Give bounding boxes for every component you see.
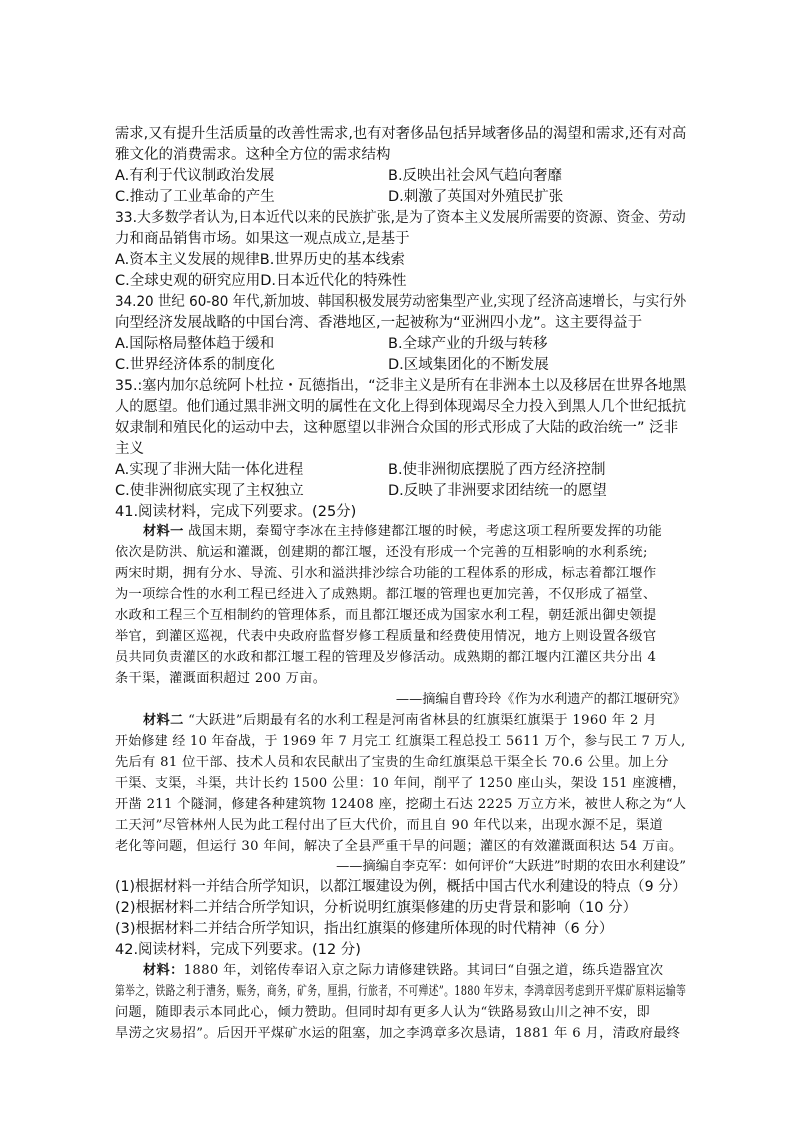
q41-material1-line: 员共同负责灌区的水政和都江堰工程的管理及岁修活动。成熟期的都江堰内江灌区共分出 4 <box>115 650 657 665</box>
q41-material1-line: 两宋时期，拥有分水、导流、引水和溢洪排沙综合功能的工程体系的形成，标志着都江堰作 <box>115 566 657 581</box>
q41-material1-line: 举官，到灌区巡视，代表中央政府监督岁修工程质量和经费使用情况，地方上则设置各级官 <box>115 629 657 644</box>
q35-stem-line: 主义 <box>115 441 144 457</box>
q32-text-line: 需求,又有提升生活质量的改善性需求,也有对奢侈品包括异域奢侈品的渴望和需求,还有对高 <box>115 126 687 142</box>
q41-material1-line: 水政和工程三个互相制约的管理体系，而且都江堰还成为国家水利工程，朝廷派出御史领提 <box>115 608 657 623</box>
q42-title: 42.阅读材料，完成下列要求。(12 分) <box>115 942 361 958</box>
q41-requirement-3: (3)根据材料二并结合所学知识，指出红旗渠的修建所体现的时代精神（6 分） <box>115 921 614 937</box>
q41-material1-label: 材料一 <box>143 524 184 539</box>
q42-material-label: 材料： <box>143 963 184 978</box>
q42-material-line: 旱涝之灾易招”。后因开平煤矿水运的阻塞，加之李鸿章多次恳请，1881 年 6 月，清政府最终 <box>115 1026 681 1041</box>
q34-option-c: C.世界经济体系的制度化 <box>115 357 275 373</box>
q41-material2-first-line <box>143 711 657 730</box>
q41-material2-source: ——摘编自李克军：如何评价“大跃进”时期的农田水利建设” <box>336 859 686 874</box>
q41-material2-line: 开凿 211 个隧洞，修建各种建筑物 12408 座，挖砌土石达 2225 万立方米，被世人称之为“人 <box>115 797 687 812</box>
q33-option-cd: C.全球史观的研究应用D.日本近代化的特殊性 <box>115 273 407 289</box>
q42-material-first-line <box>143 961 663 980</box>
q33-stem-line: 力和商品销售市场。如果这一观点成立,是基于 <box>115 231 410 247</box>
q41-material2-label: 材料二 <box>143 713 184 728</box>
q34-stem-line: 34.20 世纪 60-80 年代,新加坡、韩国积极发展劳动密集型产业,实现了经济高速增长，与实行外 <box>115 294 687 310</box>
q41-material1-first-line <box>143 522 662 541</box>
q41-material1-line: 条干渠，灌溉面积超过 200 万亩。 <box>115 671 327 686</box>
q41-material1-text: 战国末期，秦蜀守李冰在主持修建都江堰的时候，考虑这项工程所要发挥的功能 <box>183 524 662 539</box>
q41-requirement-1: (1)根据材料一并结合所学知识，以都江堰建设为例，概括中国古代水利建设的特点（9 分） <box>115 879 687 895</box>
q41-material2-line: 工天河”尽管林州人民为此工程付出了巨大代价，而且自 90 年代以来，出现水源不足，渠道 <box>115 818 664 833</box>
q35-option-a: A.实现了非洲大陆一体化进程 <box>115 462 304 478</box>
q41-material2-line: 干渠、支渠，斗渠，共计长约 1500 公里：10 年间，削平了 1250 座山头，架设 151 座渡槽， <box>115 776 686 791</box>
q41-material1-line: 依次是防洪、航运和灌溉，创建期的都江堰，还没有形成一个完善的互相影响的水利系统; <box>115 545 648 560</box>
q34-stem-line: 向型经济发展战略的中国台湾、香港地区,一起被称为“亚洲四小龙”。这主要得益于 <box>115 315 643 331</box>
q41-material1-source: ——摘编自曹玲玲《作为水利遗产的都江堰研究》 <box>395 692 686 707</box>
q41-material1-line: 为一项综合性的水利工程已经进入了成熟期。都江堰的管理也更加完善，不仅形成了福堂、 <box>115 587 657 602</box>
q32-option-d: D.刺激了英国对外殖民扩张 <box>388 189 564 205</box>
q35-stem-line: 人的愿望。他们通过黑非洲文明的属性在文化上得到体现竭尽全力投入到黑人几个世纪抵抗 <box>115 399 687 415</box>
q35-option-b: B.使非洲彻底摆脱了西方经济控制 <box>388 462 606 478</box>
q41-material2-line: 开始修建 经 10 年奋战，于 1969 年 7 月完工 红旗渠工程总投工 5611 万个，参与民工 7 万人, <box>115 734 686 749</box>
q41-material2-text: “大跃进”后期最有名的水利工程是河南省林县的红旗渠红旗渠于 1960 年 2 月 <box>183 713 657 728</box>
q35-option-c: C.使非洲彻底实现了主权独立 <box>115 483 304 499</box>
q41-title: 41.阅读材料，完成下列要求。(25分) <box>115 504 357 520</box>
q35-option-d: D.反映了非洲要求团结统一的愿望 <box>388 483 607 499</box>
q41-requirement-2: (2)根据材料二并结合所学知识，分析说明红旗渠修建的历史背景和影响（10 分） <box>115 900 638 916</box>
q34-option-d: D.区域集团化的不断发展 <box>388 357 549 373</box>
q41-material2-line: 老化等问题，但运行 30 年间，解决了全县严重干旱的问题；灌区的有效灌溉面积达 54 万亩。 <box>115 839 683 854</box>
q33-option-ab: A.资本主义发展的规律B.世界历史的基本线索 <box>115 252 405 268</box>
q32-option-c: C.推动了工业革命的产生 <box>115 189 275 205</box>
q34-option-a: A.国际格局整体趋于缓和 <box>115 336 275 352</box>
q35-stem-line: 奴隶制和殖民化的运动中去，这种愿望以非洲合众国的形式形成了大陆的政治统一” 泛非 <box>115 420 679 436</box>
q33-stem-line: 33.大多数学者认为,日本近代以来的民族扩张,是为了资本主义发展所需要的资源、资金、劳动 <box>115 210 686 226</box>
q32-text-line: 雅文化的消费需求。这种全方位的需求结构 <box>115 147 391 163</box>
q42-material-line: 第举之，铁路之利于漕务，赈务，商务，矿务，厘捐，行旅者，不可殚述”。1880 年岁末，李鸿章因考虑到开平煤矿原料运输等 <box>115 984 687 999</box>
q42-material-line: 问题，随即表示本同此心，倾力赞助。但同时却有更多人认为“铁路易致山川之神不安，即 <box>115 1005 651 1020</box>
q35-stem-line: 35.:塞内加尔总统阿卜杜拉・瓦德指出，“泛非主义是所有在非洲本土以及移居在世界各地黑 <box>115 378 687 394</box>
q34-option-b: B.全球产业的升级与转移 <box>388 336 548 352</box>
q41-material2-line: 先后有 81 位干部、技术人员和农民献出了宝贵的生命红旗渠总干渠全长 70.6 公里。加上分 <box>115 755 669 770</box>
q32-option-a: A.有利于代议制政治发展 <box>115 168 275 184</box>
q32-option-b: B.反映出社会风气趋向奢靡 <box>388 168 563 184</box>
q42-material-text: 1880 年，刘铭传奉诏入京之际力请修建铁路。其词曰“自强之道，练兵造器宜次 <box>183 963 664 978</box>
